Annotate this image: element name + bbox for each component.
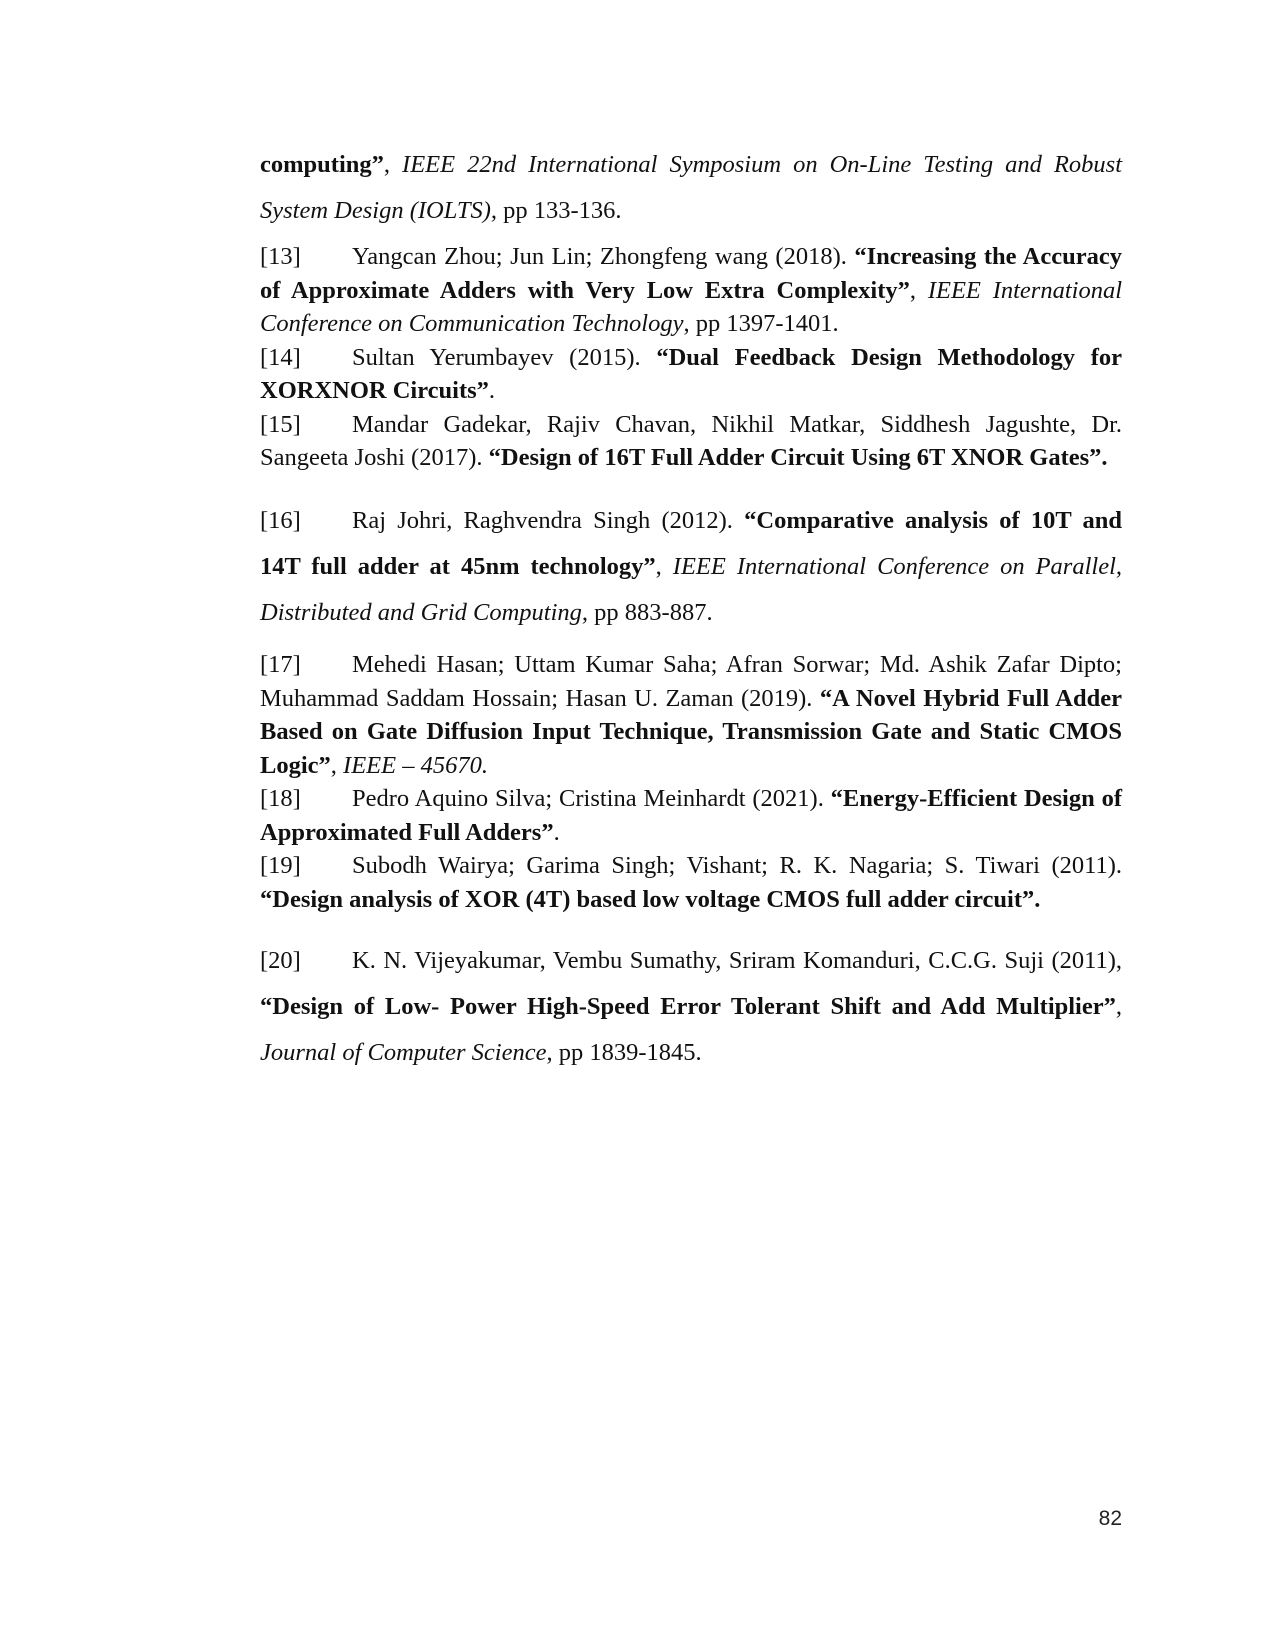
reference-number: [17] — [260, 651, 301, 678]
reference-authors: Yangcan Zhou; Jun Lin; Zhongfeng wang (2018). — [352, 243, 855, 270]
reference-venue: IEEE International Conference on Communication Technology — [260, 276, 1122, 337]
reference-title: “Design of Low- Power High-Speed Error Tolerant Shift and Add Multiplier” — [260, 993, 1116, 1020]
reference-number: [20] — [260, 947, 301, 974]
reference-number: [14] — [260, 343, 301, 371]
reference-title: “A Novel Hybrid Full Adder Based on Gate Diffusion Input Technique, Transmission Gate and Static CMOS Logic” — [260, 684, 1122, 779]
reference-20 — [260, 938, 1122, 1076]
separator: , — [330, 751, 344, 779]
reference-19 — [260, 849, 1122, 916]
reference-end: . — [488, 377, 496, 404]
reference-title: “Design analysis of XOR (4T) based low voltage CMOS full adder circuit”. — [260, 885, 1041, 913]
reference-13 — [260, 240, 1122, 341]
reference-number: [13] — [260, 243, 301, 270]
reference-number: [15] — [260, 410, 301, 438]
reference-title: “Design of 16T Full Adder Circuit Using 6T XNOR Gates”. — [488, 444, 1108, 471]
reference-authors: Subodh Wairya; Garima Singh; Vishant; R. K. Nagaria; S. Tiwari (2011). — [352, 852, 1122, 879]
reference-group-13-15 — [260, 240, 1122, 475]
reference-title: “Dual Feedback Design Methodology for XORXNOR Circuits” — [260, 343, 1122, 404]
reference-18 — [260, 782, 1122, 849]
reference-17 — [260, 648, 1122, 782]
reference-pages: , pp 1839-1845. — [546, 1039, 702, 1066]
reference-authors: Raj Johri, Raghvendra Singh (2012). — [352, 507, 745, 534]
reference-number: [16] — [260, 507, 301, 534]
reference-title: computing” — [260, 151, 384, 178]
reference-group-17-19 — [260, 648, 1122, 916]
reference-14 — [260, 341, 1122, 408]
reference-title: “Comparative analysis of 10T and 14T full adder at 45nm technology” — [260, 507, 1122, 580]
reference-pages: pp 133-136. — [497, 197, 622, 224]
separator: , — [655, 553, 673, 580]
reference-authors: Mandar Gadekar, Rajiv Chavan, Nikhil Matkar, Siddhesh Jagushte, Dr. Sangeeta Joshi (2017). — [260, 410, 1122, 471]
separator: , — [909, 276, 928, 304]
separator: , — [383, 151, 403, 178]
reference-group-20 — [260, 938, 1122, 1076]
reference-continuation — [260, 142, 1122, 234]
reference-authors: K. N. Vijeyakumar, Vembu Sumathy, Sriram Komanduri, C.C.G. Suji (2011), — [352, 947, 1122, 974]
separator: , — [1115, 993, 1122, 1020]
reference-15 — [260, 408, 1122, 475]
page-number: 82 — [1098, 1507, 1122, 1530]
reference-pages: , pp 1397-1401. — [683, 310, 839, 337]
reference-authors: Mehedi Hasan; Uttam Kumar Saha; Afran Sorwar; Md. Ashik Zafar Dipto; Muhammad Saddam Hossain; Hasan U. Zaman (2019). — [260, 651, 1122, 712]
reference-pages: pp 883-887. — [588, 599, 713, 626]
reference-16 — [260, 498, 1122, 636]
reference-end: . — [553, 818, 560, 846]
reference-12-tail — [260, 142, 1122, 234]
reference-title: “Energy-Efficient Design of Approximated Full Adders” — [260, 785, 1122, 846]
reference-number: [19] — [260, 852, 301, 879]
reference-number: [18] — [260, 785, 301, 812]
reference-venue: IEEE – 45670. — [343, 751, 488, 779]
reference-authors: Pedro Aquino Silva; Cristina Meinhardt (2021). — [352, 785, 831, 812]
reference-venue: IEEE 22nd International Symposium on On-Line Testing and Robust System Design (IOLTS), — [260, 151, 1123, 224]
reference-group-16 — [260, 498, 1122, 636]
reference-title: “Increasing the Accuracy of Approximate Adders with Very Low Extra Complexity” — [260, 243, 1122, 304]
reference-venue: Journal of Computer Science — [260, 1039, 547, 1066]
reference-venue: IEEE International Conference on Parallel, Distributed and Grid Computing, — [260, 553, 1122, 626]
reference-authors: Sultan Yerumbayev (2015). — [352, 343, 657, 371]
